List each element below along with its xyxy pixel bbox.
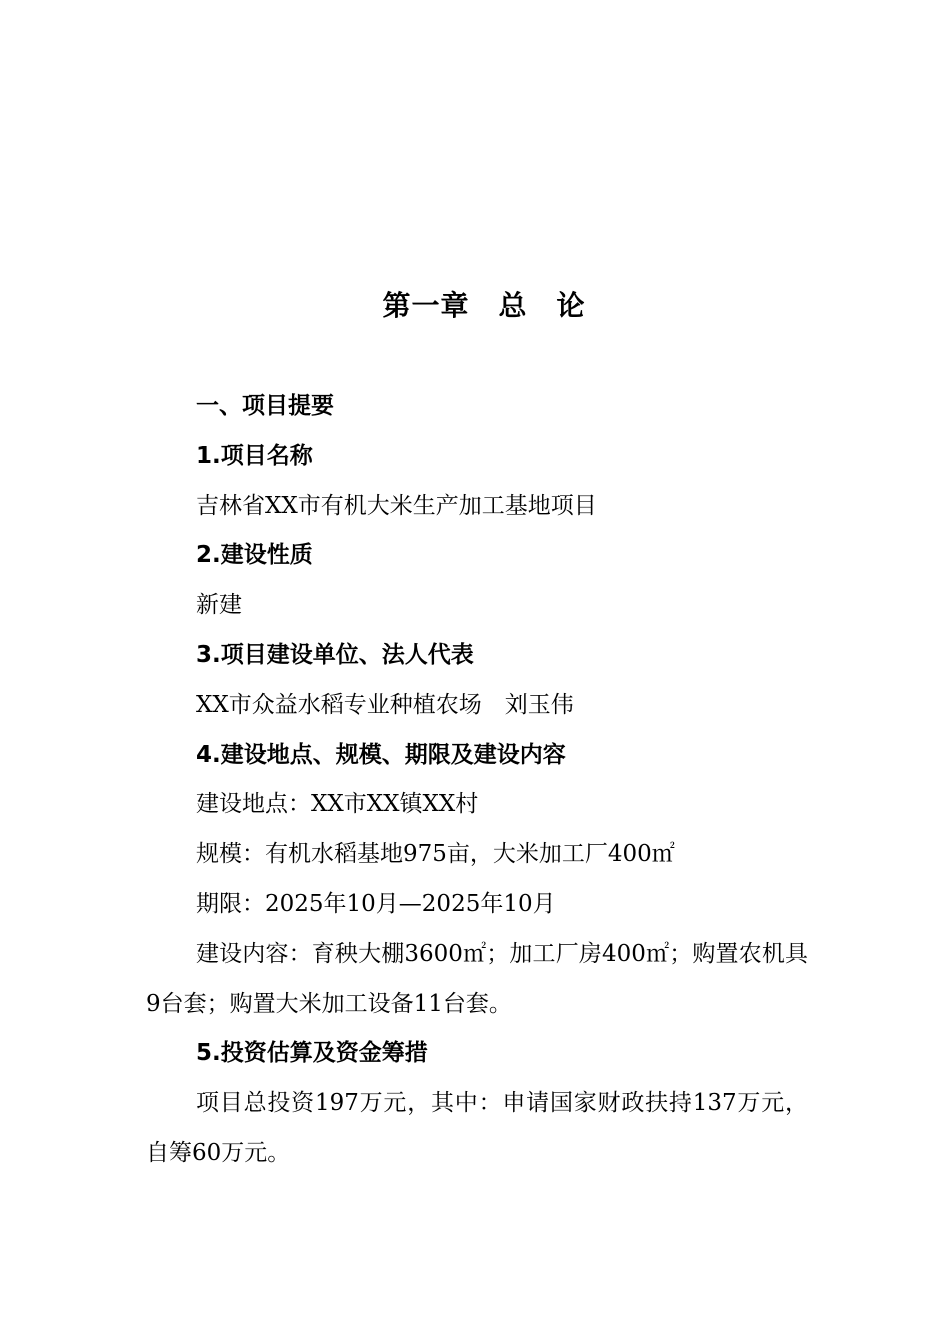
item-heading-construction-nature: 2.建设性质 bbox=[196, 542, 313, 569]
item-text-scale: 规模：有机水稻基地975亩，大米加工厂400㎡ bbox=[196, 841, 675, 868]
item-text-period: 期限：2025年10月—2025年10月 bbox=[196, 890, 556, 917]
item-text-location: 建设地点：XX市XX镇XX村 bbox=[196, 791, 479, 818]
item-heading-project-name: 1.项目名称 bbox=[196, 442, 313, 469]
item-text-construction-unit: XX市众益水稻专业种植农场 刘玉伟 bbox=[196, 691, 574, 718]
item-text-investment: 项目总投资197万元，其中：申请国家财政扶持137万元，自筹60万元。 bbox=[146, 1090, 808, 1166]
item-text-project-name: 吉林省XX市有机大米生产加工基地项目 bbox=[196, 492, 597, 519]
item-text-construction-nature: 新建 bbox=[196, 592, 242, 619]
section-heading: 一、项目提要 bbox=[196, 393, 334, 419]
item-heading-construction-unit: 3.项目建设单位、法人代表 bbox=[196, 641, 474, 668]
item-text-content: 建设内容：育秧大棚3600㎡；加工厂房400㎡；购置农机具9台套；购置大米加工设备11台套。 bbox=[146, 940, 808, 1017]
item-heading-location-scale: 4.建设地点、规模、期限及建设内容 bbox=[196, 741, 566, 768]
document-body bbox=[146, 382, 808, 1179]
chapter-title: 第一章 总 论 bbox=[382, 289, 586, 322]
item-heading-investment: 5.投资估算及资金筹措 bbox=[196, 1040, 428, 1067]
